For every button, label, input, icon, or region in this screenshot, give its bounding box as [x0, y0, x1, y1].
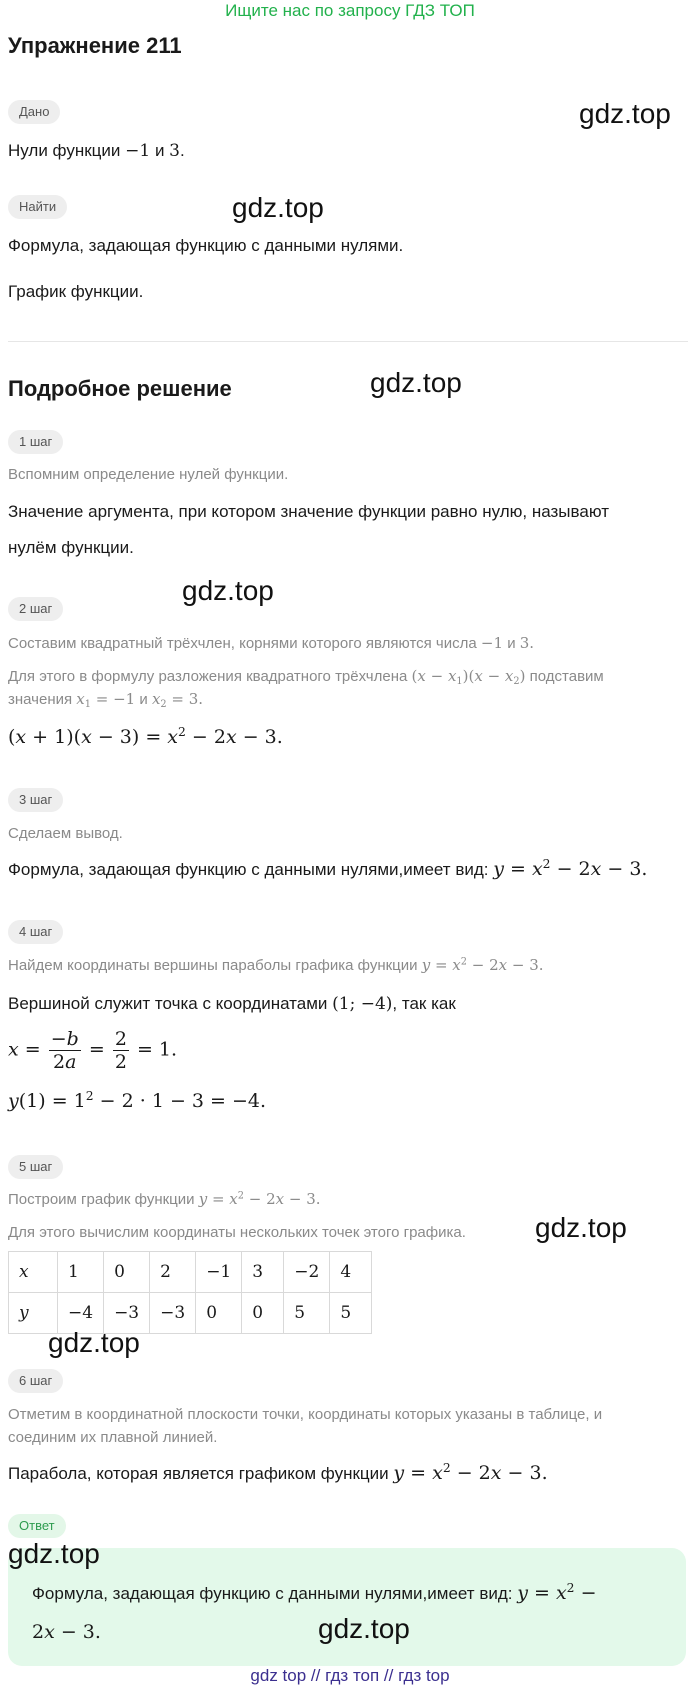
table-cell: 0: [104, 1252, 150, 1293]
values-table: [8, 1251, 372, 1334]
step-3-hint: Сделаем вывод.: [8, 825, 123, 842]
table-header-x: x: [9, 1252, 58, 1293]
watermark: gdz.top: [182, 575, 274, 606]
table-cell: 1: [58, 1252, 104, 1293]
step-6-chip: 6 шаг: [8, 1369, 63, 1393]
step-4-vertex-x: x = $\frac{-b}{2a}$ = $\frac{2}{2}$ = 1.: [8, 1028, 178, 1073]
promo-banner[interactable]: Ищите нас по запросу ГДЗ ТОП: [225, 1, 475, 20]
table-cell: −4: [58, 1293, 104, 1334]
table-cell: −2: [284, 1252, 330, 1293]
given-chip: Дано: [8, 100, 60, 124]
table-cell: 0: [242, 1293, 284, 1334]
step-4-hint: Найдем координаты вершины параболы графика функции $y = x^2 - 2x - 3$.: [8, 956, 544, 974]
watermark: gdz.top: [48, 1327, 140, 1358]
table-cell: 3: [242, 1252, 284, 1293]
watermark: gdz.top: [318, 1613, 410, 1644]
find-line-formula: Формула, задающая функцию с данными нулями.: [8, 236, 404, 255]
table-cell: 5: [284, 1293, 330, 1334]
step-4-vertex-y: $y(1) = 1^2 - 2 \cdot 1 - 3 = -4$.: [8, 1089, 267, 1112]
step-4-chip: 4 шаг: [8, 920, 63, 944]
table-cell: 4: [330, 1252, 372, 1293]
table-cell: 0: [196, 1293, 242, 1334]
table-row-x: [9, 1252, 372, 1293]
answer-text: Формула, задающая функцию с данными нулями,имеет вид: $y = x^2$ − 2x − 3.: [32, 1581, 597, 1643]
footer-links[interactable]: gdz top // гдз топ // гдз top: [250, 1666, 450, 1685]
step-2-hint-line3: значения $x_1 = -1$ и $x_2 = 3$.: [8, 690, 204, 710]
table-cell: 2: [150, 1252, 196, 1293]
table-cell: −3: [104, 1293, 150, 1334]
step-3-text: Формула, задающая функцию с данными нулями,имеет вид: $y = x^2 - 2x - 3$.: [8, 857, 648, 880]
step-3-chip: 3 шаг: [8, 788, 63, 812]
watermark: gdz.top: [370, 367, 462, 398]
step-6-hint-line1: Отметим в координатной плоскости точки, координаты которых указаны в таблице, и: [8, 1406, 603, 1423]
step-6-hint-line2: соединим их плавной линией.: [8, 1429, 218, 1446]
step-5-chip: 5 шаг: [8, 1155, 63, 1179]
step-5-hint-line1: Построим график функции $y = x^2 - 2x - 3$.: [8, 1190, 321, 1208]
step-6-text: Парабола, которая является графиком функции $y = x^2 - 2x - 3$.: [8, 1461, 548, 1484]
step-1-text-line1: Значение аргумента, при котором значение функции равно нулю, называют: [8, 502, 609, 521]
watermark: gdz.top: [8, 1538, 100, 1569]
step-2-formula: $(x + 1)(x - 3) = x^2 - 2x - 3$.: [8, 725, 283, 748]
watermark: gdz.top: [232, 192, 324, 223]
table-cell: −3: [150, 1293, 196, 1334]
table-header-y: y: [9, 1293, 58, 1334]
solution-heading: Подробное решение: [8, 376, 232, 401]
watermark: gdz.top: [535, 1212, 627, 1243]
step-1-text-line2: нулём функции.: [8, 538, 134, 557]
step-1-hint: Вспомним определение нулей функции.: [8, 466, 289, 483]
step-2-hint-line1: Составим квадратный трёхчлен, корнями которого являются числа −1 и 3.: [8, 634, 535, 652]
page-title: Упражнение 211: [8, 33, 182, 58]
step-1-chip: 1 шаг: [8, 430, 63, 454]
given-text: Нули функции −1 и 3.: [8, 141, 185, 161]
table-cell: 5: [330, 1293, 372, 1334]
find-line-graph: График функции.: [8, 282, 144, 301]
step-2-chip: 2 шаг: [8, 597, 63, 621]
step-5-hint-line2: Для этого вычислим координаты нескольких точек этого графика.: [8, 1224, 466, 1241]
step-2-hint-line2: Для этого в формулу разложения квадратного трёхчлена $(x - x_1)(x - x_2)$ подставим: [8, 667, 604, 687]
section-divider: [8, 341, 688, 342]
table-cell: −1: [196, 1252, 242, 1293]
find-chip: Найти: [8, 195, 67, 219]
step-4-text: Вершиной служит точка с координатами (1; −4), так как: [8, 994, 456, 1014]
watermark: gdz.top: [579, 98, 671, 129]
answer-chip: Ответ: [8, 1514, 66, 1538]
